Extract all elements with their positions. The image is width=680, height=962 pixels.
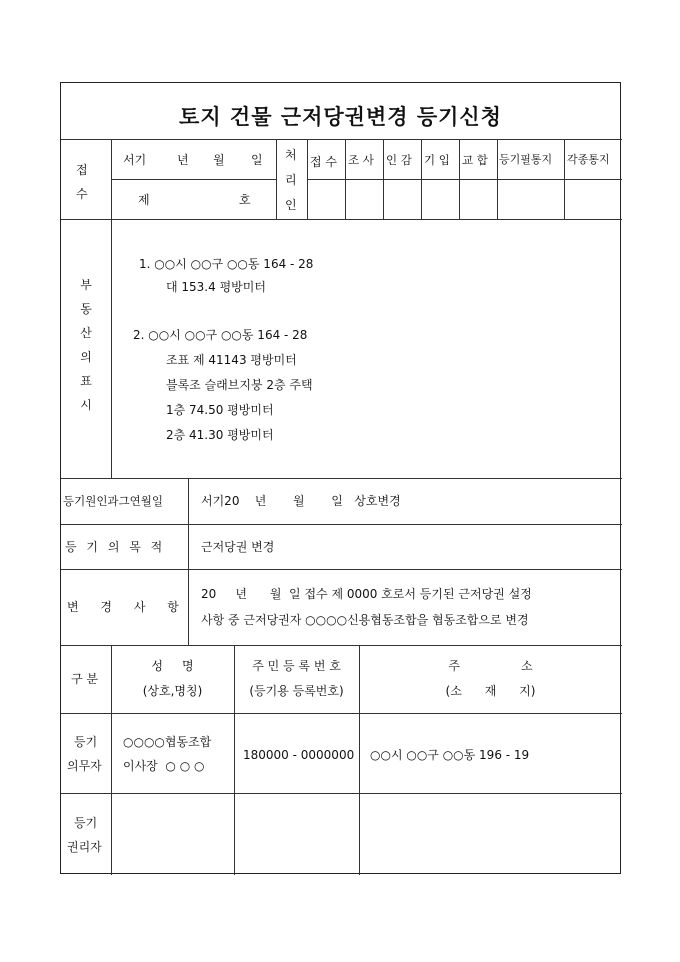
changes-line-1: 20 년 월 일 접수 제 0000 호로서 등기된 근저당권 설정 xyxy=(201,587,532,601)
changes-line-2: 사항 중 근저당권자 ○○○○신용협동조합을 협동조합으로 변경 xyxy=(201,613,529,627)
addr-header-2: (소 재 지) xyxy=(445,684,536,698)
col-investigation: 조 사 xyxy=(348,153,374,167)
col-collation: 교 합 xyxy=(462,153,488,167)
processing-label-3: 인 xyxy=(285,198,297,212)
division-label: 구 분 xyxy=(71,672,98,686)
form-title: 토지 건물 근저당권변경 등기신청 xyxy=(179,104,502,129)
property-line-5: 블록조 슬래브지붕 2층 주택 xyxy=(166,378,313,392)
name-header-2: (상호,명칭) xyxy=(142,684,203,698)
obligor-label-1: 등기 xyxy=(74,735,98,749)
obligor-id: 180000 - 0000000 xyxy=(243,748,355,762)
holder-label-1: 등기 xyxy=(74,816,98,830)
registration-form xyxy=(60,82,621,874)
holder-label-2: 권리자 xyxy=(67,840,102,854)
property-label: 부 동 산 의 표 시 xyxy=(80,278,92,412)
property-line-1: 1. ○○시 ○○구 ○○동 164 - 28 xyxy=(139,257,314,271)
property-line-3: 2. ○○시 ○○구 ○○동 164 - 28 xyxy=(133,328,308,342)
addr-header-1: 주 소 xyxy=(448,659,533,673)
obligor-label-2: 의무자 xyxy=(67,759,102,773)
processing-label-2: 리 xyxy=(285,173,297,187)
property-line-4: 조표 제 41143 평방미터 xyxy=(166,353,297,367)
col-completion-notice: 등기필통지 xyxy=(499,153,553,166)
col-various-notice: 각종통지 xyxy=(567,153,610,166)
cause-label: 등기원인과그연월일 xyxy=(63,494,163,508)
obligor-name-1: ○○○○협동조합 xyxy=(123,735,212,749)
day-label: 일 xyxy=(251,153,263,167)
reception-label-1: 접 xyxy=(76,163,88,177)
property-line-2: 대 153.4 평방미터 xyxy=(166,280,266,294)
date-prefix: 서기 xyxy=(123,153,147,167)
obligor-name-2: 이사장 ○ ○ ○ xyxy=(123,759,205,773)
name-header-1: 성 명 xyxy=(151,659,194,673)
number-label: 제 xyxy=(138,193,150,207)
col-reception: 접 수 xyxy=(310,155,337,169)
cause-value: 서기20 년 월 일 상호변경 xyxy=(201,494,401,508)
purpose-value: 근저당권 변경 xyxy=(201,540,275,554)
id-header-1: 주 민 등 록 번 호 xyxy=(252,659,341,673)
number-suffix: 호 xyxy=(239,193,251,207)
purpose-label: 등 기 의 목 적 xyxy=(65,540,163,554)
property-line-6: 1층 74.50 평방미터 xyxy=(166,403,274,417)
obligor-address: ○○시 ○○구 ○○동 196 - 19 xyxy=(370,748,530,762)
reception-label-2: 수 xyxy=(76,187,88,201)
month-label: 월 xyxy=(213,153,225,167)
property-line-7: 2층 41.30 평방미터 xyxy=(166,428,274,442)
id-header-2: (등기용 등록번호) xyxy=(249,684,344,698)
processing-label-1: 처 xyxy=(285,148,297,162)
changes-label: 변 경 사 항 xyxy=(67,600,179,614)
year-label: 년 xyxy=(177,153,189,167)
col-entry: 기 입 xyxy=(424,153,450,167)
col-seal: 인 감 xyxy=(386,153,412,167)
